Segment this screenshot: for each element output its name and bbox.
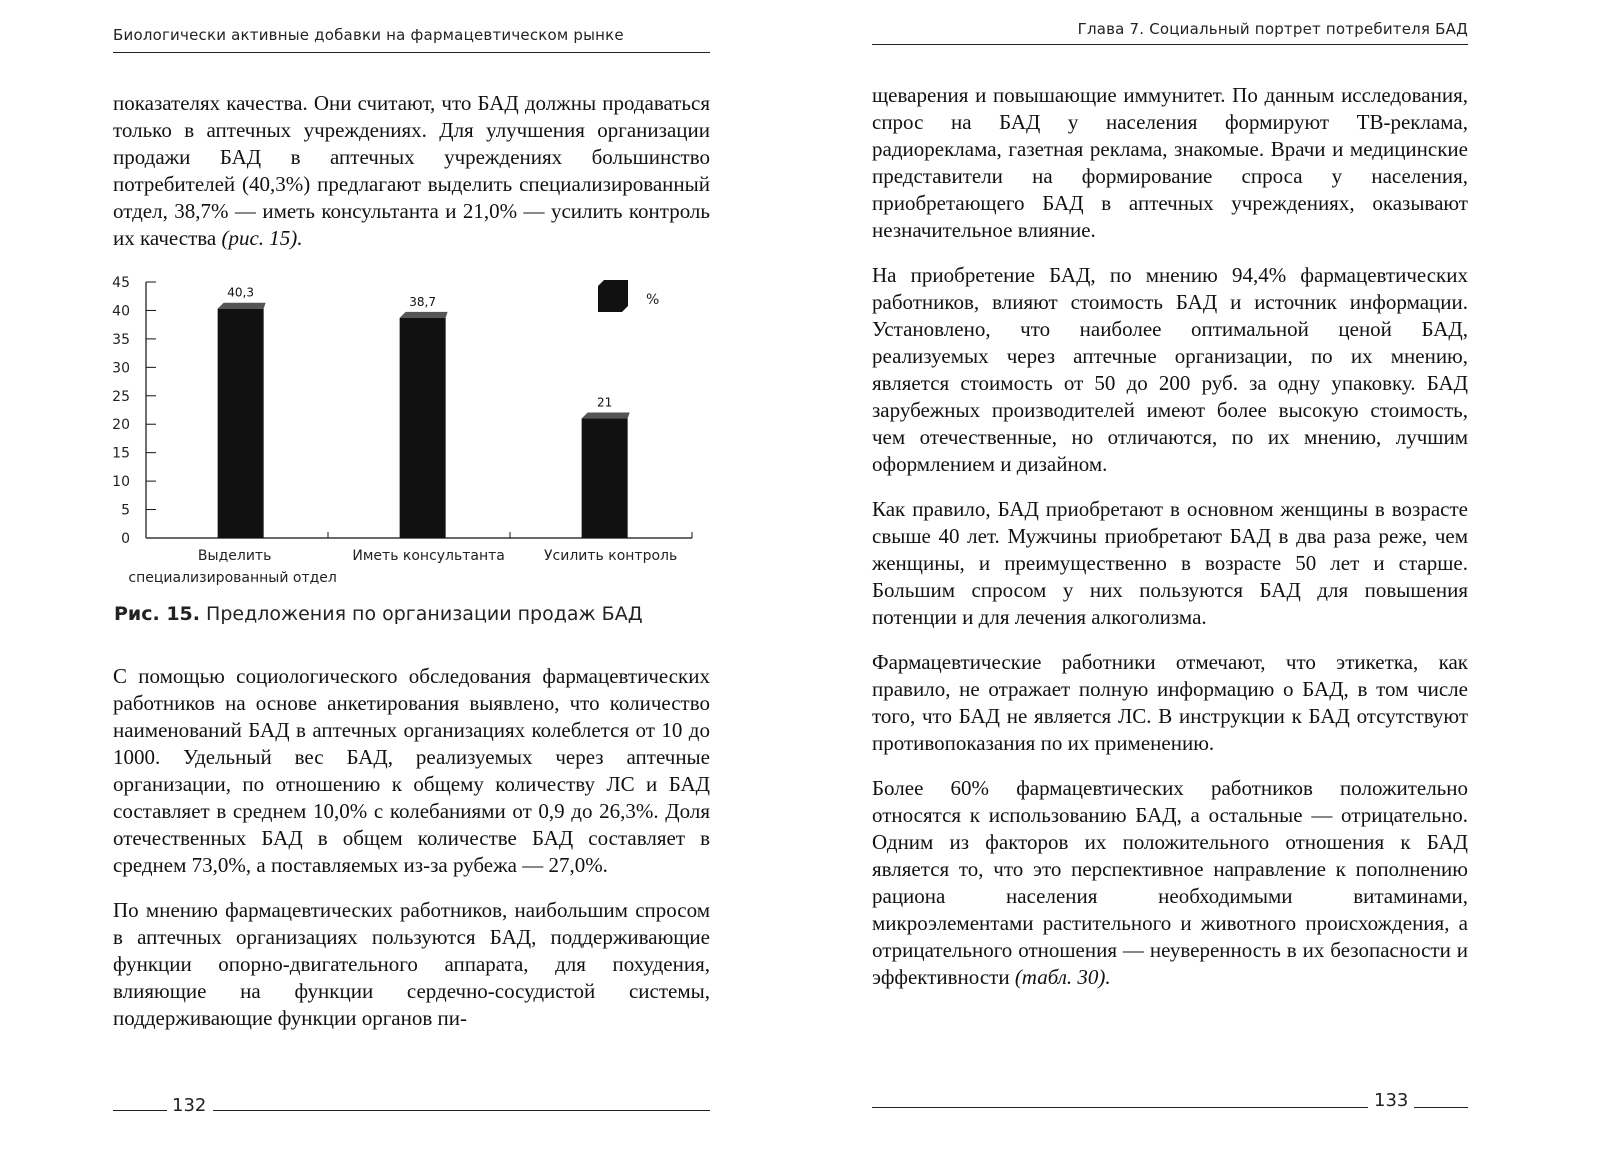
right-footer-rule-a (872, 1107, 1368, 1108)
figure-caption-label: Рис. 15. (114, 603, 200, 625)
bar-top-face (582, 413, 630, 419)
y-tick-label: 40 (112, 303, 130, 320)
legend-label: % (646, 292, 660, 308)
left-paragraph-3: По мнению фармацевтических работников, наибольшим спросом в аптечных организациях пользуются БАД, поддерживающие функции опорно-двигательного аппарата, для похудения, влияющие на функции сердечно-сосудистой системы, поддерживающие функции органов пи- (113, 898, 710, 1030)
y-tick-label: 25 (112, 388, 130, 405)
right-paragraph-5 (872, 775, 1468, 991)
bar-data-label: 38,7 (409, 294, 436, 309)
bar (400, 318, 446, 538)
bar-data-label: 40,3 (227, 285, 254, 300)
right-paragraph-3: Как правило, БАД приобретают в основном женщины в возрасте свыше 40 лет. Мужчины приобретают БАД в два раза реже, чем женщины, и преимущественно в возрасте 50 лет и старше. Большим спросом у них пользуются БАД для повышения потенции и для лечения алкоголизма. (872, 497, 1468, 629)
left-footer-rule-a (113, 1110, 167, 1111)
legend-swatch (598, 280, 628, 312)
bar-top-face (400, 312, 448, 318)
left-paragraph-1 (113, 90, 710, 252)
figure-15-chart (108, 272, 708, 602)
right-paragraph-5-text: Более 60% фармацевтических работников положительно относятся к использованию БАД, а остальные — отрицательно. Одним из факторов их положительного отношения к БАД является то, что это перспективное направление к пополнению рациона населения необходимыми витаминами, микроэлементами растительного и животного происхождения, а отрицательного отношения — неуверенность в их безопасности и эффективности (872, 776, 1468, 989)
bar-chart-svg (108, 272, 708, 602)
right-page (800, 0, 1600, 1170)
y-tick-label: 5 (121, 502, 130, 519)
right-head-rule (872, 44, 1468, 45)
left-head-rule (113, 52, 710, 53)
left-running-head: Биологически активные добавки на фармацевтическом рынке (113, 26, 624, 44)
right-running-head: Глава 7. Социальный портрет потребителя БАД (1077, 20, 1468, 38)
left-footer-rule-b (213, 1110, 710, 1111)
bar-top-face (218, 303, 266, 309)
right-paragraph-1: щеварения и повышающие иммунитет. По данным исследования, спрос на БАД у населения формируют ТВ-реклама, радиореклама, газетная реклама, знакомые. Врачи и медицинские представители на формирование спроса у населения, приобретающего БАД в аптечных учреждениях, оказывают незначительное влияние. (872, 83, 1468, 242)
table-reference[interactable]: (табл. 30). (1014, 965, 1111, 989)
x-category-label: Усилить контроль (544, 548, 678, 564)
y-tick-label: 15 (112, 445, 130, 462)
right-paragraph-2: На приобретение БАД, по мнению 94,4% фармацевтических работников, влияют стоимость БАД и источник информации. Установлено, что наиболее оптимальной ценой БАД, реализуемых через аптечные организации, по их мнению, является стоимость от 50 до 200 руб. за одну упаковку. БАД зарубежных производителей имеют более высокую стоимость, чем отечественные, но отличаются, по их мнению, лучшим оформлением и дизайном. (872, 263, 1468, 476)
left-text-bottom (113, 663, 710, 1050)
right-footer-rule-b (1414, 1107, 1468, 1108)
y-tick-label: 20 (112, 417, 130, 434)
y-tick-label: 35 (112, 331, 130, 348)
figure-caption (114, 603, 643, 625)
y-tick-label: 10 (112, 474, 130, 491)
left-paragraph-2: С помощью социологического обследования фармацевтических работников на основе анкетирования выявлено, что количество наименований БАД в аптечных организациях колеблется от 10 до 1000. Удельный вес БАД, реализуемых через аптечные организации, по отношению к общему количеству ЛС и БАД составляет в среднем 10,0% с колебаниями от 0,9 до 26,3%. Доля отечественных БАД в общем количестве БАД составляет в среднем 73,0%, а поставляемых из-за рубежа — 27,0%. (113, 664, 710, 877)
left-text-top (113, 90, 710, 270)
y-tick-label: 0 (121, 531, 130, 547)
x-category-label: Выделить (197, 548, 272, 564)
y-tick-label: 30 (112, 360, 130, 377)
right-text (872, 82, 1468, 1009)
bar-data-label: 21 (596, 395, 613, 410)
bar (582, 419, 628, 538)
figure-caption-text: Предложения по организации продаж БАД (206, 603, 643, 625)
bar (218, 309, 264, 538)
left-paragraph-1-text: показателях качества. Они считают, что БАД должны продаваться только в аптечных учреждениях. Для улучшения организации продажи БАД в аптечных учреждениях большинство потребителей (40,3%) предлагают выделить специализированный отдел, 38,7% — иметь консультанта и 21,0% — усилить контроль их качества (113, 91, 710, 250)
y-tick-label: 45 (112, 275, 130, 291)
x-category-label: специализированный отдел (128, 570, 337, 586)
figure-reference[interactable]: (рис. 15). (221, 226, 303, 250)
left-page-number: 132 (172, 1095, 207, 1116)
right-paragraph-4: Фармацевтические работники отмечают, что этикетка, как правило, не отражает полную информацию о БАД, в том числе того, что БАД не является ЛС. В инструкции к БАД отсутствуют противопоказания по их применению. (872, 650, 1468, 755)
right-page-number: 133 (1374, 1090, 1409, 1111)
x-category-label: Иметь консультанта (352, 548, 505, 564)
